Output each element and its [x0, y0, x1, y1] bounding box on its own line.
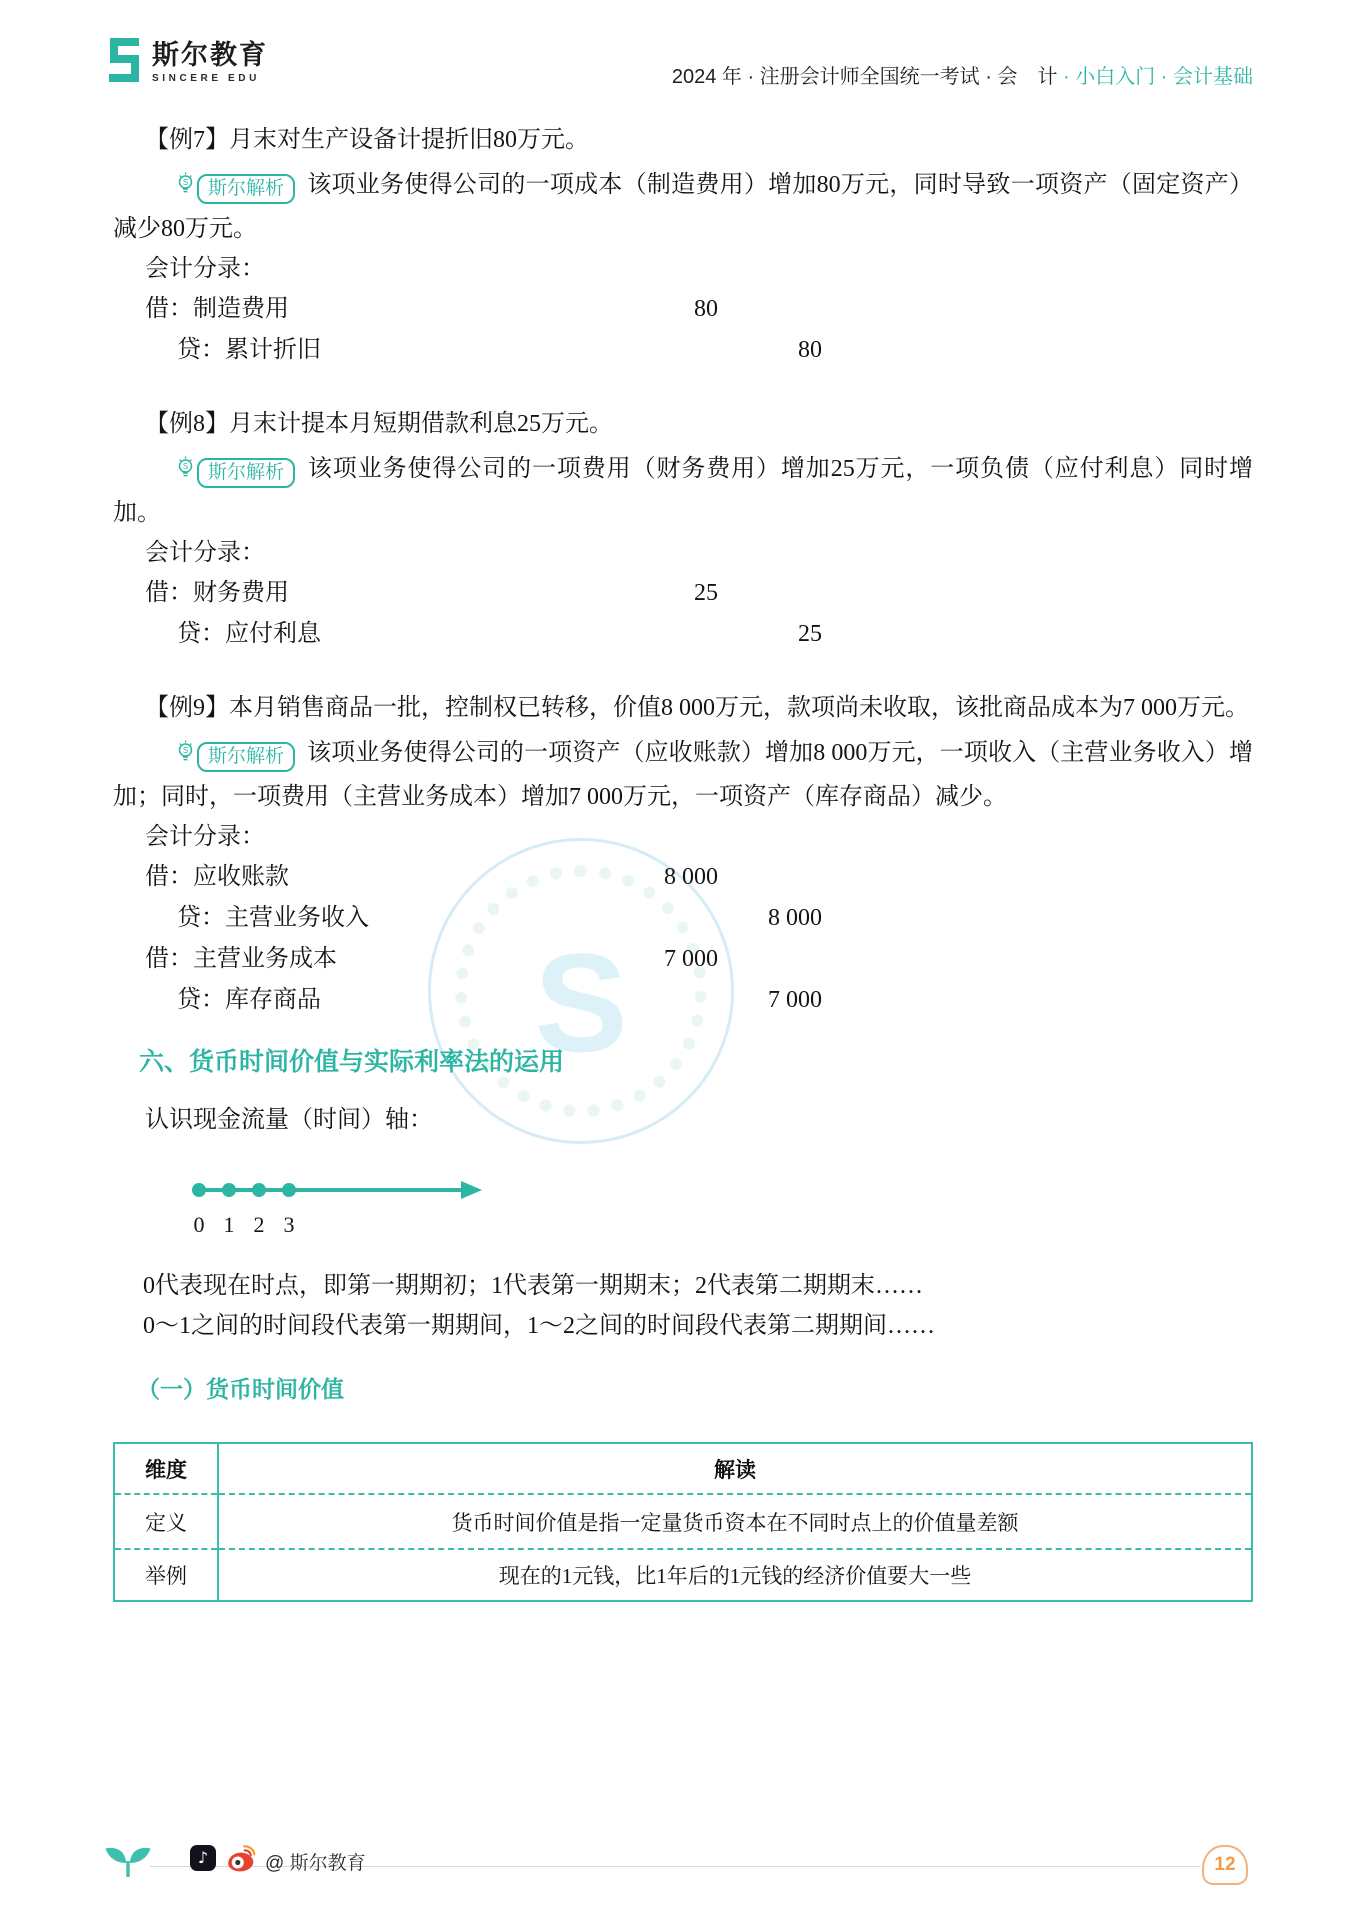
lightbulb-icon	[145, 453, 194, 493]
lightbulb-icon	[145, 169, 194, 209]
header-title-teal: · 小白入门 · 会计基础	[1057, 66, 1253, 88]
table-row	[114, 1494, 1252, 1549]
journal-entry	[113, 573, 1253, 614]
page-number-badge	[1202, 1845, 1248, 1885]
timeline-tick-label: 2	[253, 1212, 265, 1237]
header-title-black: 2024 年 · 注册会计师全国统一考试 · 会 计	[671, 66, 1058, 88]
table-header-cell: 维度	[114, 1443, 218, 1494]
entry-label: 借：主营业务成本	[145, 946, 337, 972]
watermark-stamp: S	[428, 838, 734, 1144]
sier-analysis-badge	[145, 169, 295, 209]
weibo-icon	[226, 1843, 256, 1878]
entry-heading: 会计分录：	[145, 256, 265, 282]
analysis-paragraph	[113, 165, 1253, 249]
table-cell: 定义	[114, 1494, 218, 1549]
svg-text:S: S	[182, 178, 189, 187]
sier-analysis-badge	[145, 737, 295, 777]
timeline-tick-labels	[191, 1212, 311, 1238]
section-title: 六、货币时间价值与实际利率法的运用	[139, 1048, 565, 1076]
analysis-text: 该项业务使得公司的一项资产（应收账款）增加8 000万元，一项收入（主营业务收入）增加；同时，一项费用（主营业务成本）增加7 000万元，一项资产（库存商品）减少。	[113, 740, 1253, 810]
content	[113, 120, 1253, 1602]
timeline-tick-label: 0	[193, 1212, 205, 1237]
timeline-note: 0代表现在时点，即第一期期初；1代表第一期期末；2代表第二期期末……	[143, 1273, 923, 1299]
entry-heading: 会计分录：	[145, 540, 265, 566]
journal-entry	[113, 614, 1253, 655]
analysis-badge-label: 斯尔解析	[197, 174, 295, 204]
table-row	[114, 1549, 1252, 1601]
entry-label: 贷：主营业务收入	[177, 905, 369, 931]
header-title	[672, 60, 1253, 89]
entry-amount: 80	[694, 296, 718, 322]
entry-label: 贷：累计折旧	[177, 337, 321, 363]
table-cell: 货币时间价值是指一定量货币资本在不同时点上的价值量差额	[218, 1494, 1252, 1549]
timeline-intro: 认识现金流量（时间）轴：	[145, 1107, 433, 1133]
header	[105, 34, 1253, 94]
entry-amount: 80	[798, 337, 822, 363]
brand-logo	[105, 36, 268, 89]
sprout-icon	[103, 1836, 153, 1883]
analysis-badge-label: 斯尔解析	[197, 742, 295, 772]
journal-entry	[113, 939, 1253, 980]
logo-name-en: SINCERE EDU	[152, 73, 260, 84]
sier-analysis-badge	[145, 453, 295, 493]
journal-entry	[113, 898, 1253, 939]
analysis-paragraph	[113, 733, 1253, 817]
journal-entry	[113, 980, 1253, 1021]
table-cell: 现在的1元钱，比1年后的1元钱的经济价值要大一些	[218, 1549, 1252, 1601]
timeline-tick-label: 3	[283, 1212, 295, 1237]
table-header-cell: 解读	[218, 1443, 1252, 1494]
journal-entry	[113, 330, 1253, 371]
table-cell: 举例	[114, 1549, 218, 1601]
timeline	[191, 1168, 1253, 1254]
entry-label: 贷：应付利息	[177, 621, 321, 647]
entry-amount: 8 000	[768, 905, 822, 931]
svg-text:S: S	[182, 462, 189, 471]
timeline-tick-label: 1	[223, 1212, 235, 1237]
entry-label: 借：应收账款	[145, 864, 289, 890]
entry-label: 借：财务费用	[145, 580, 289, 606]
dimension-table	[113, 1442, 1253, 1602]
svg-text:S: S	[182, 746, 189, 755]
example-title: 【例8】月末计提本月短期借款利息25万元。	[145, 411, 613, 437]
example-title: 【例9】本月销售商品一批，控制权已转移，价值8 000万元，款项尚未收取，该批商品成本为7 000万元。	[145, 695, 1249, 721]
subsection-title: （一）货币时间价值	[137, 1376, 344, 1402]
entry-amount: 7 000	[664, 946, 718, 972]
entry-label: 贷：库存商品	[177, 987, 321, 1013]
entry-amount: 25	[798, 621, 822, 647]
analysis-paragraph	[113, 449, 1253, 533]
entry-label: 借：制造费用	[145, 296, 289, 322]
timeline-note: 0～1之间的时间段代表第一期期间，1～2之间的时间段代表第二期期间……	[143, 1313, 935, 1339]
analysis-text: 该项业务使得公司的一项成本（制造费用）增加80万元，同时导致一项资产（固定资产）减少80万元。	[113, 172, 1253, 242]
journal-entry	[113, 857, 1253, 898]
logo-name-cn: 斯尔教育	[152, 40, 268, 70]
logo-mark-icon	[105, 36, 143, 89]
example-title: 【例7】月末对生产设备计提折旧80万元。	[145, 127, 589, 153]
entry-amount: 25	[694, 580, 718, 606]
table-header-row	[114, 1443, 1252, 1494]
lightbulb-icon	[145, 737, 194, 777]
page-number: 12	[1214, 1854, 1236, 1875]
entry-amount: 8 000	[664, 864, 718, 890]
tiktok-icon: ♪	[190, 1845, 216, 1871]
analysis-text: 该项业务使得公司的一项费用（财务费用）增加25万元，一项负债（应付利息）同时增加。	[113, 456, 1253, 526]
entry-heading: 会计分录：	[145, 824, 265, 850]
entry-amount: 7 000	[768, 987, 822, 1013]
journal-entry	[113, 289, 1253, 330]
analysis-badge-label: 斯尔解析	[197, 458, 295, 488]
social-handle: @ 斯尔教育	[265, 1853, 366, 1874]
